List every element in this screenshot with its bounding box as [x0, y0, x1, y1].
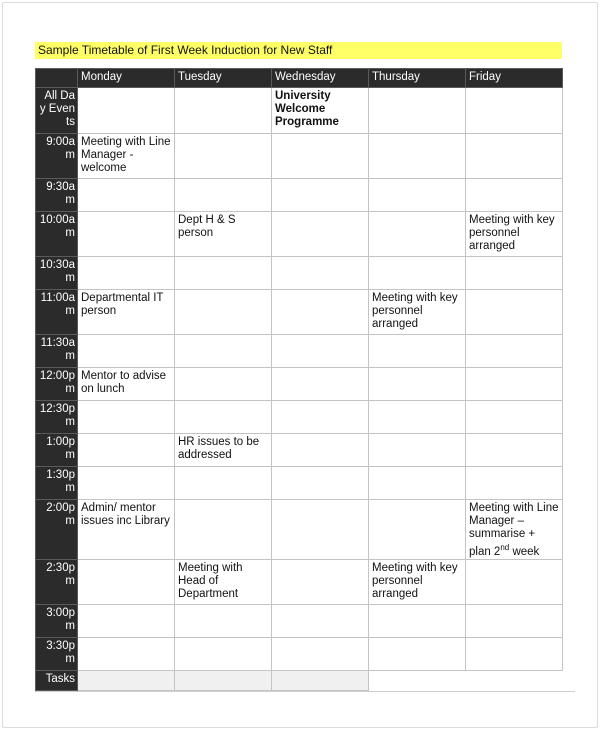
timetable-row — [36, 368, 563, 401]
event-cell — [369, 401, 466, 434]
day-header-wednesday: Wednesday — [272, 69, 369, 88]
event-cell — [272, 257, 369, 290]
event-cell: Meeting with Line Manager – summarise + plan 2nd week — [466, 500, 563, 560]
event-cell — [466, 401, 563, 434]
event-cell — [466, 88, 563, 134]
event-cell — [369, 179, 466, 212]
timetable-row — [36, 179, 563, 212]
event-cell — [369, 637, 466, 670]
event-cell — [175, 467, 272, 500]
event-cell — [78, 434, 175, 467]
timetable-row — [36, 257, 563, 290]
event-cell — [175, 604, 272, 637]
time-label: 3:00pm — [36, 604, 78, 637]
event-cell — [78, 212, 175, 257]
event-cell — [466, 467, 563, 500]
divider — [35, 691, 575, 692]
event-cell — [175, 88, 272, 134]
timetable-row — [36, 290, 563, 335]
event-cell — [175, 257, 272, 290]
event-cell — [272, 368, 369, 401]
event-cell — [78, 637, 175, 670]
event-cell: HR issues to be addressed — [175, 434, 272, 467]
event-cell — [175, 401, 272, 434]
event-cell — [175, 335, 272, 368]
timetable-row — [36, 434, 563, 467]
event-cell — [466, 134, 563, 179]
event-cell — [369, 335, 466, 368]
event-cell — [466, 559, 563, 604]
event-cell — [175, 500, 272, 560]
event-cell — [175, 368, 272, 401]
time-label: 1:30pm — [36, 467, 78, 500]
tasks-cell — [272, 670, 369, 690]
event-cell — [272, 212, 369, 257]
event-cell — [369, 368, 466, 401]
event-cell: Meeting with Line Manager - welcome — [78, 134, 175, 179]
tasks-label: Tasks — [36, 670, 78, 690]
event-cell — [272, 290, 369, 335]
event-cell — [78, 467, 175, 500]
timetable-row — [36, 134, 563, 179]
event-cell — [272, 401, 369, 434]
event-cell — [272, 604, 369, 637]
day-header-friday: Friday — [466, 69, 563, 88]
day-header-tuesday: Tuesday — [175, 69, 272, 88]
tasks-cell — [175, 670, 272, 690]
event-cell — [466, 434, 563, 467]
corner-cell — [36, 69, 78, 88]
event-cell — [78, 401, 175, 434]
time-label: 10:30am — [36, 257, 78, 290]
event-cell: Dept H & S person — [175, 212, 272, 257]
timetable-row — [36, 401, 563, 434]
event-cell — [369, 467, 466, 500]
timetable-row — [36, 604, 563, 637]
event-cell: Meeting with Head of Department — [175, 559, 272, 604]
event-cell — [272, 637, 369, 670]
time-label: 12:30pm — [36, 401, 78, 434]
event-cell — [466, 179, 563, 212]
timetable-row — [36, 637, 563, 670]
event-cell — [272, 179, 369, 212]
event-cell — [78, 179, 175, 212]
document-title: Sample Timetable of First Week Induction for New Staff — [35, 42, 562, 59]
event-cell — [369, 134, 466, 179]
event-cell — [272, 467, 369, 500]
event-cell — [466, 335, 563, 368]
event-cell — [272, 500, 369, 560]
time-label: All Day Events — [36, 88, 78, 134]
event-cell — [272, 434, 369, 467]
time-label: 11:30am — [36, 335, 78, 368]
event-cell: Meeting with key personnel arranged — [369, 290, 466, 335]
tasks-row — [36, 670, 563, 690]
time-label: 2:30pm — [36, 559, 78, 604]
event-cell: Meeting with key personnel arranged — [466, 212, 563, 257]
timetable-row — [36, 500, 563, 560]
time-label: 12:00pm — [36, 368, 78, 401]
event-cell — [369, 212, 466, 257]
event-cell — [466, 604, 563, 637]
event-cell — [369, 88, 466, 134]
event-cell — [175, 179, 272, 212]
time-label: 9:00am — [36, 134, 78, 179]
timetable-row — [36, 559, 563, 604]
event-cell — [78, 88, 175, 134]
event-cell — [369, 257, 466, 290]
event-cell — [369, 434, 466, 467]
time-label: 10:00am — [36, 212, 78, 257]
time-label: 1:00pm — [36, 434, 78, 467]
event-cell — [466, 257, 563, 290]
event-cell — [78, 335, 175, 368]
event-cell — [466, 290, 563, 335]
event-cell — [466, 637, 563, 670]
day-header-row — [36, 69, 563, 88]
timetable-row — [36, 212, 563, 257]
event-cell — [369, 604, 466, 637]
event-cell: Mentor to advise on lunch — [78, 368, 175, 401]
day-header-monday: Monday — [78, 69, 175, 88]
event-cell — [175, 134, 272, 179]
event-cell — [175, 637, 272, 670]
tasks-cell — [78, 670, 175, 690]
timetable — [35, 68, 563, 691]
time-label: 2:00pm — [36, 500, 78, 560]
timetable-row — [36, 467, 563, 500]
event-cell — [272, 134, 369, 179]
event-cell — [78, 559, 175, 604]
event-cell — [369, 500, 466, 560]
event-cell: Departmental IT person — [78, 290, 175, 335]
event-cell — [78, 257, 175, 290]
event-cell — [272, 335, 369, 368]
event-cell — [78, 604, 175, 637]
time-label: 3:30pm — [36, 637, 78, 670]
time-label: 11:00am — [36, 290, 78, 335]
day-header-thursday: Thursday — [369, 69, 466, 88]
event-cell: University Welcome Programme — [272, 88, 369, 134]
event-cell — [272, 559, 369, 604]
event-cell — [175, 290, 272, 335]
timetable-row — [36, 88, 563, 134]
event-cell: Meeting with key personnel arranged — [369, 559, 466, 604]
timetable-row — [36, 335, 563, 368]
event-cell: Admin/ mentor issues inc Library — [78, 500, 175, 560]
time-label: 9:30am — [36, 179, 78, 212]
event-cell — [466, 368, 563, 401]
